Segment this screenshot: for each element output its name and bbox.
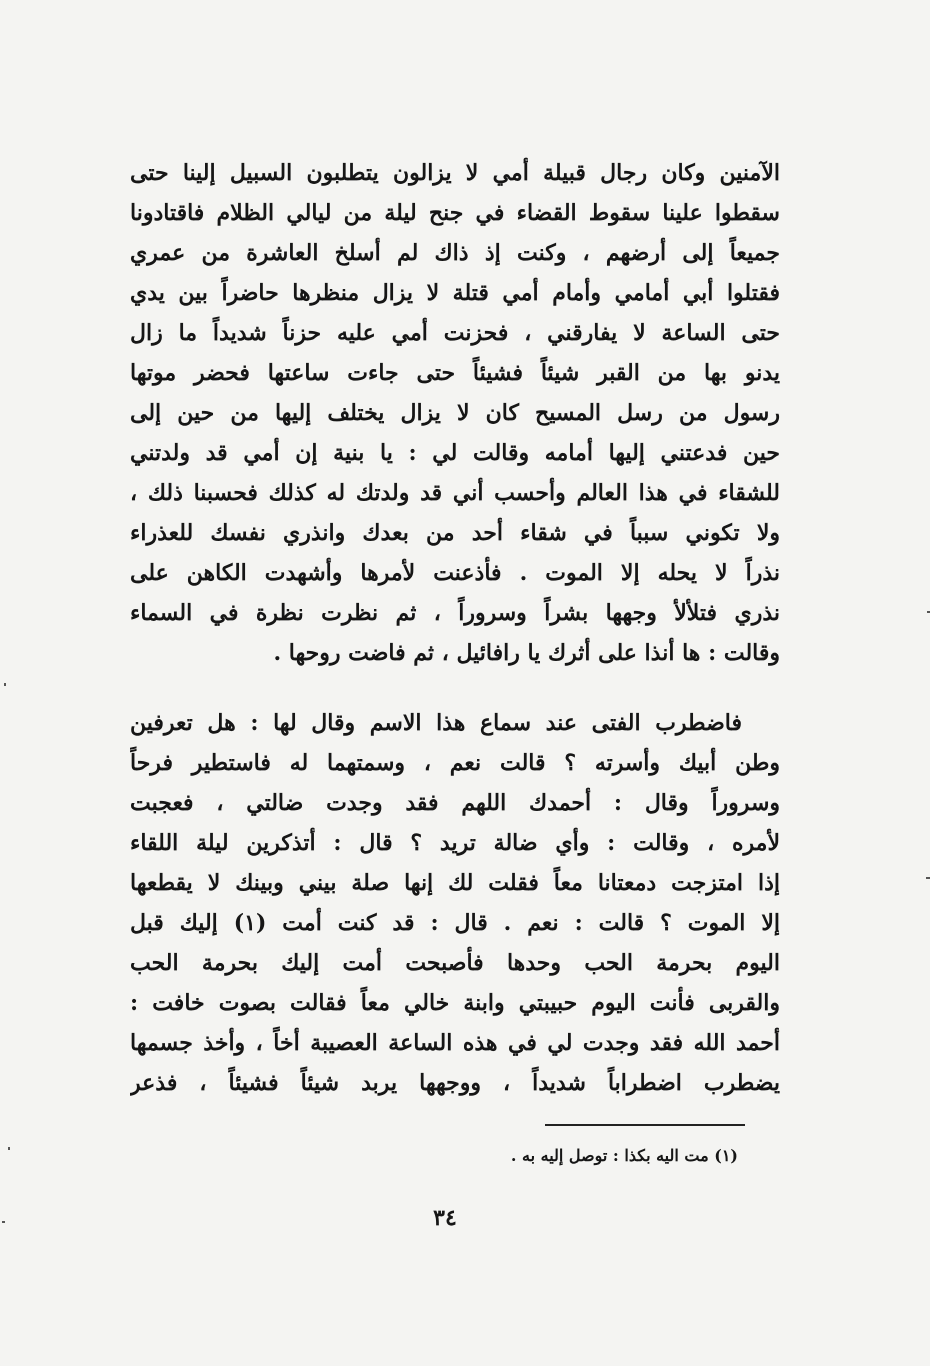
text-line: وسروراً وقال : أحمدك اللهم فقد وجدت ضالتي ، فعجبت bbox=[130, 790, 780, 816]
text-line: لأمره ، وقالت : وأي ضالة تريد ؟ قال : أتذكرين ليلة اللقاء bbox=[130, 830, 780, 856]
text-line: فاضطرب الفتى عند سماع هذا الاسم وقال لها : هل تعرفين bbox=[130, 710, 742, 736]
text-line: اليوم بحرمة الحب وحدها فأصبحت أمت إليك بحرمة الحب bbox=[130, 950, 780, 976]
text-line: إلا الموت ؟ قالت : نعم . قال : قد كنت أمت (١) إليك قبل bbox=[130, 910, 780, 936]
text-line: حين فدعتني إليها أمامه وقالت لي : يا بنية إن أمي قد ولدتني bbox=[130, 440, 780, 466]
text-line: سقطوا علينا سقوط القضاء في جنح ليلة من ليالي الظلام فاقتادونا bbox=[130, 200, 780, 226]
text-line: والقربى فأنت اليوم حبيبتي وابنة خالي معاً فقالت بصوت خافت : bbox=[130, 990, 780, 1016]
text-line: وقالت : ها أنذا على أثرك يا رافائيل ، ثم فاضت روحها . bbox=[273, 640, 780, 666]
text-line: جميعاً إلى أرضهم ، وكنت إذ ذاك لم أسلخ العاشرة من عمري bbox=[130, 240, 780, 266]
text-line: يدنو بها من القبر شيئاً فشيئاً حتى جاءت ساعتها فحضر موتها bbox=[130, 360, 780, 386]
page-number: ٣٤ bbox=[433, 1205, 457, 1231]
scan-speck bbox=[4, 683, 6, 686]
text-line: إذا امتزجت دمعتانا معاً فقلت لك إنها صلة بيني وبينك لا يقطعها bbox=[130, 870, 780, 896]
text-line: الآمنين وكان رجال قبيلة أمي لا يزالون يتطلبون السبيل إلينا حتى bbox=[130, 160, 780, 186]
text-line: نذري فتلألأ وجهها بشراً وسروراً ، ثم نظرت نظرة في السماء bbox=[130, 600, 780, 626]
text-line: للشقاء في هذا العالم وأحسب أني قد ولدتك له كذلك فحسبنا ذلك ، bbox=[130, 480, 780, 506]
scan-speck bbox=[8, 1147, 10, 1150]
text-line: أحمد الله فقد وجدت لي في هذه الساعة العصيبة أخاً ، وأخذ جسمها bbox=[130, 1030, 780, 1056]
text-line: رسول من رسل المسيح كان لا يزال يختلف إليها من حين إلى bbox=[130, 400, 780, 426]
text-line: يضطرب اضطراباً شديداً ، ووجهها يربد شيئاً فشيئاً ، فذعر bbox=[130, 1070, 780, 1096]
footnote-divider bbox=[545, 1124, 745, 1126]
scan-speck bbox=[926, 877, 930, 879]
paragraph-1 bbox=[130, 153, 780, 673]
scan-speck bbox=[2, 1221, 5, 1223]
text-line: حتى الساعة لا يفارقني ، فحزنت أمي عليه حزناً شديداً ما زال bbox=[130, 320, 780, 346]
text-line: فقتلوا أبي أمامي وأمام أمي قتلة لا يزال منظرها حاضراً بين يدي bbox=[130, 280, 780, 306]
text-line: ولا تكوني سبباً في شقاء أحد من بعدك وانذري نفسك للعذراء bbox=[130, 520, 780, 546]
text-line: نذراً لا يحله إلا الموت . فأذعنت لأمرها وأشهدت الكاهن على bbox=[130, 560, 780, 586]
paragraph-2 bbox=[130, 703, 780, 1103]
text-line: وطن أبيك وأسرته ؟ قالت نعم ، وسمتهما له فاستطير فرحاً bbox=[130, 750, 780, 776]
footnote: (١) مت اليه بكذا : توصل إليه به . bbox=[510, 1146, 738, 1165]
